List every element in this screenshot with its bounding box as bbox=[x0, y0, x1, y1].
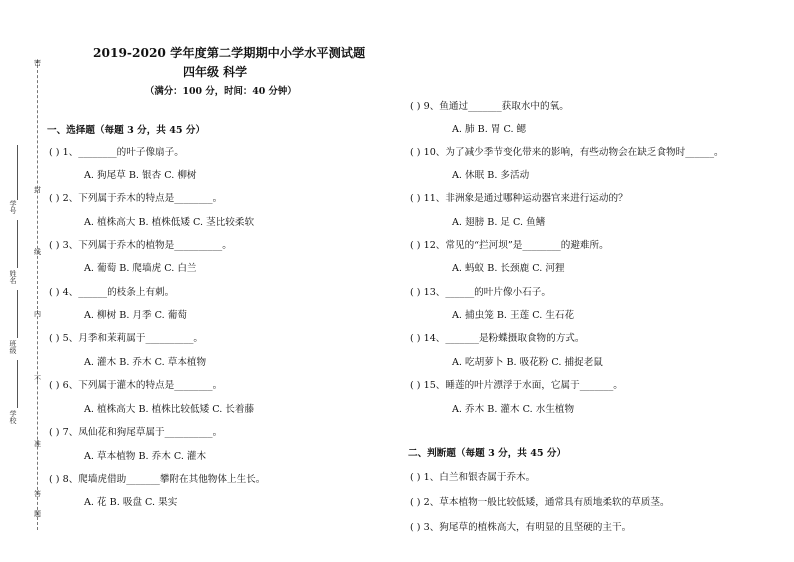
school-label: 学校 bbox=[9, 410, 17, 424]
binding-marker: 准 bbox=[34, 440, 41, 448]
exam-title: 2019-2020 学年度第二学期期中小学水平测试题 bbox=[93, 46, 366, 60]
class-line bbox=[17, 290, 18, 338]
question-stem: ( ) 5、月季和茉莉属于__________。 bbox=[49, 333, 204, 344]
binding-marker: 线 bbox=[34, 248, 41, 256]
binding-marker: 题 bbox=[34, 510, 41, 518]
question-options: A. 灌木 B. 乔木 C. 草本植物 bbox=[84, 357, 207, 368]
question-stem: ( ) 4、______的枝条上有刺。 bbox=[49, 287, 175, 298]
binding-marker: 密 bbox=[34, 59, 41, 67]
question-options: A. 植株高大 B. 植株低矮 C. 茎比较柔软 bbox=[84, 217, 255, 228]
question-stem: ( ) 9、鱼通过_______获取水中的氧。 bbox=[410, 101, 569, 112]
exam-meta: （满分：100 分，时间：40 分钟） bbox=[145, 86, 297, 97]
binding-marker: 封 bbox=[34, 186, 41, 194]
name-label: 姓名 bbox=[9, 270, 17, 284]
class-label: 班级 bbox=[9, 340, 17, 354]
student-id-label: 学号 bbox=[9, 200, 17, 214]
section-heading-choice: 一、选择题（每题 3 分，共 45 分） bbox=[47, 125, 206, 136]
binding-marker: 答 bbox=[34, 490, 41, 498]
exam-subtitle: 四年级 科学 bbox=[183, 65, 248, 79]
section-heading-judgment: 二、判断题（每题 3 分，共 45 分） bbox=[408, 448, 567, 459]
question-options: A. 蚂蚁 B. 长颈鹿 C. 河狸 bbox=[452, 263, 565, 274]
question-options: A. 柳树 B. 月季 C. 葡萄 bbox=[84, 310, 187, 321]
question-options: A. 捕虫笼 B. 王莲 C. 生石花 bbox=[452, 310, 575, 321]
binding-marker: 不 bbox=[34, 375, 41, 383]
question-options: A. 吃胡萝卜 B. 吸花粉 C. 捕捉老鼠 bbox=[452, 357, 603, 368]
judgment-item: ( ) 3、狗尾草的植株高大，有明显的且坚硬的主干。 bbox=[410, 522, 632, 533]
school-line bbox=[17, 360, 18, 408]
name-line bbox=[17, 220, 18, 268]
question-options: A. 乔木 B. 灌木 C. 水生植物 bbox=[452, 404, 575, 415]
student-id-line bbox=[17, 145, 18, 200]
judgment-item: ( ) 2、草本植物一般比较低矮，通常具有质地柔软的草质茎。 bbox=[410, 497, 670, 508]
question-stem: ( ) 7、凤仙花和狗尾草属于__________。 bbox=[49, 427, 223, 438]
question-stem: ( ) 8、爬墙虎借助_______攀附在其他物体上生长。 bbox=[49, 474, 266, 485]
binding-fold-line bbox=[37, 60, 38, 530]
question-stem: ( ) 6、下列属于灌木的特点是________。 bbox=[49, 380, 223, 391]
question-options: A. 翅膀 B. 足 C. 鱼鳍 bbox=[452, 217, 546, 228]
question-options: A. 休眠 B. 多活动 bbox=[452, 170, 530, 181]
question-options: A. 狗尾草 B. 银杏 C. 柳树 bbox=[84, 170, 197, 181]
question-options: A. 草本植物 B. 乔木 C. 灌木 bbox=[84, 451, 207, 462]
question-stem: ( ) 10、为了减少季节变化带来的影响，有些动物会在缺乏食物时______。 bbox=[410, 147, 724, 158]
question-options: A. 花 B. 吸盘 C. 果实 bbox=[84, 497, 178, 508]
question-options: A. 肺 B. 胃 C. 鳃 bbox=[452, 124, 527, 135]
question-options: A. 植株高大 B. 植株比较低矮 C. 长着藤 bbox=[84, 404, 255, 415]
question-options: A. 葡萄 B. 爬墙虎 C. 白兰 bbox=[84, 263, 197, 274]
question-stem: ( ) 2、下列属于乔木的特点是________。 bbox=[49, 193, 223, 204]
question-stem: ( ) 3、下列属于乔木的植物是__________。 bbox=[49, 240, 232, 251]
question-stem: ( ) 1、________的叶子像扇子。 bbox=[49, 147, 184, 158]
question-stem: ( ) 13、______的叶片像小石子。 bbox=[410, 287, 551, 298]
question-stem: ( ) 12、常见的“拦河坝”是________的避难所。 bbox=[410, 240, 609, 251]
binding-marker: 内 bbox=[34, 310, 41, 318]
judgment-item: ( ) 1、白兰和银杏属于乔木。 bbox=[410, 472, 536, 483]
question-stem: ( ) 14、_______是粉蝶摄取食物的方式。 bbox=[410, 333, 585, 344]
question-stem: ( ) 15、睡莲的叶片漂浮于水面，它属于_______。 bbox=[410, 380, 623, 391]
question-stem: ( ) 11、非洲象是通过哪种运动器官来进行运动的？ bbox=[410, 193, 628, 204]
